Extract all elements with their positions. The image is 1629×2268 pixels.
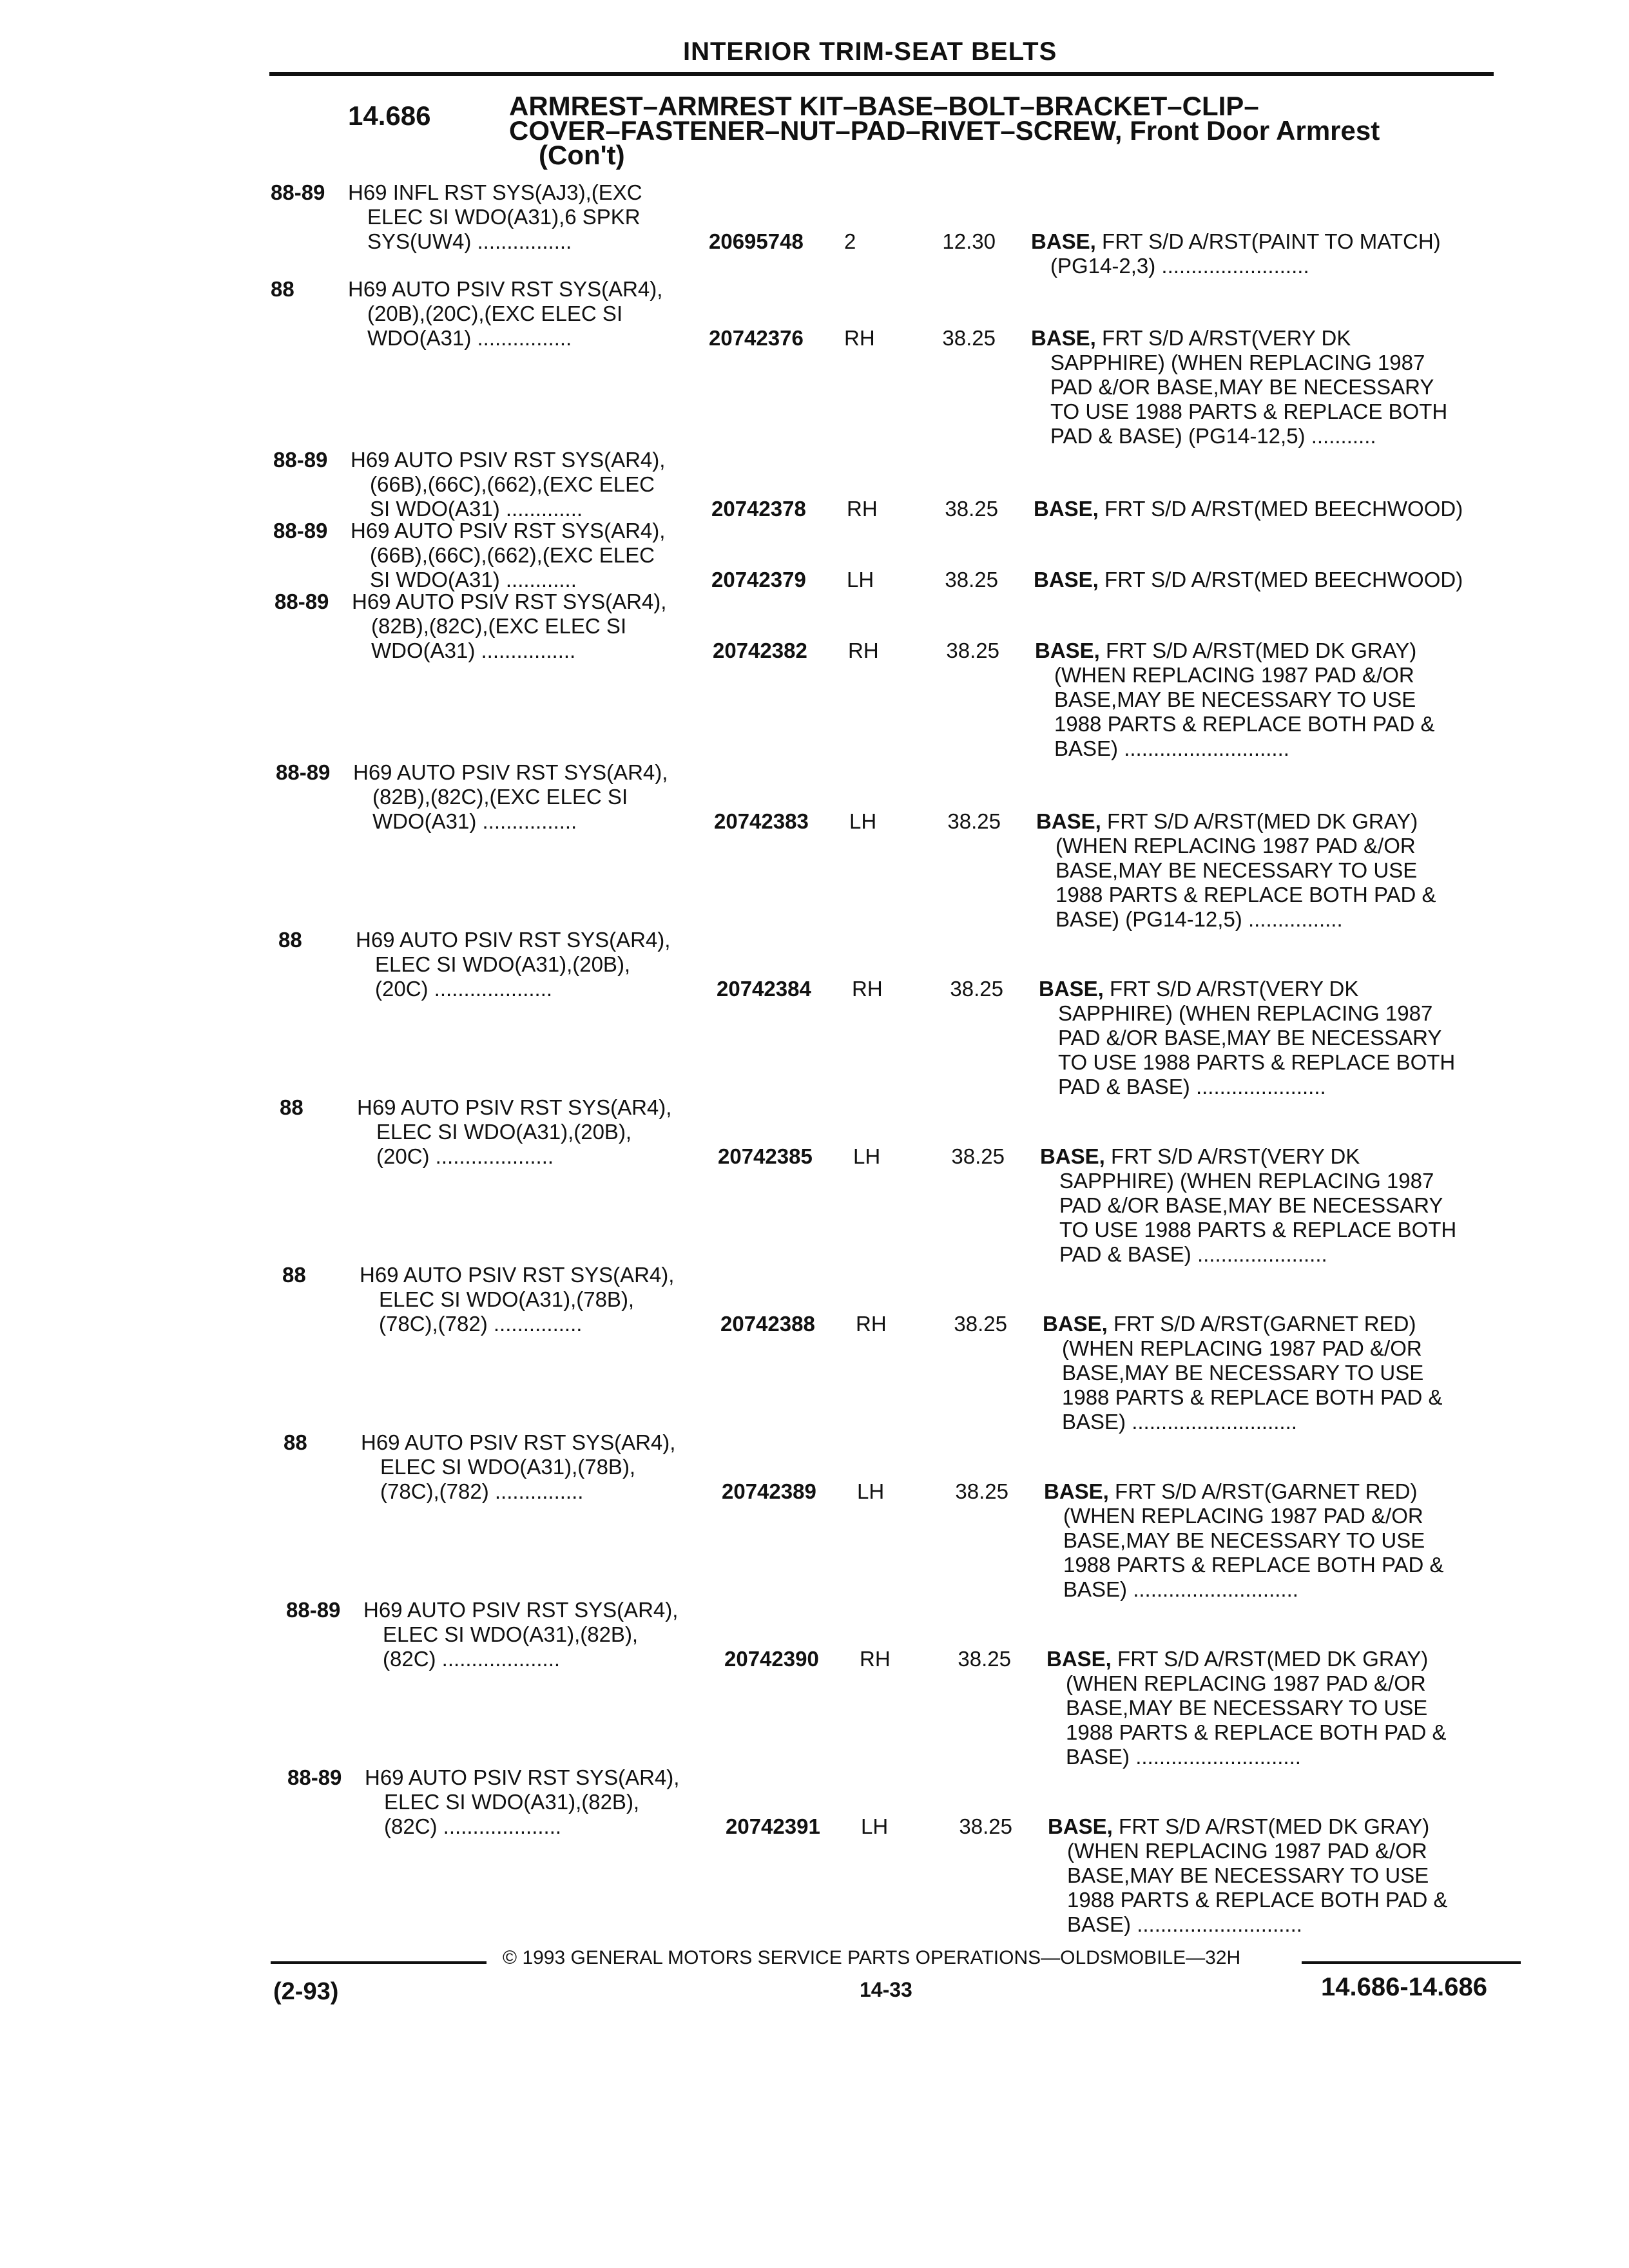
part-description-line: (WHEN REPLACING 1987 PAD &/OR	[1055, 834, 1416, 858]
part-type-label: BASE,	[1034, 568, 1099, 591]
price: 38.25	[946, 639, 999, 662]
part-description-line: 1988 PARTS & REPLACE BOTH PAD &	[1055, 883, 1436, 907]
part-description-line: 1988 PARTS & REPLACE BOTH PAD &	[1063, 1553, 1444, 1577]
part-number: 20742378	[711, 497, 806, 521]
part-description	[1036, 809, 1526, 932]
section-number: 14.686	[348, 101, 431, 131]
price: 38.25	[959, 1814, 1012, 1838]
part-number: 20742390	[724, 1647, 819, 1671]
usage-line: (82C) ....................	[383, 1647, 561, 1671]
usage-line: (82B),(82C),(EXC ELEC SI	[371, 614, 627, 638]
model-years: 88-89	[273, 448, 328, 472]
part-description-text: FRT S/D A/RST(MED BEECHWOOD)	[1104, 497, 1463, 521]
part-type-label: BASE,	[1040, 1144, 1105, 1168]
part-type-label: BASE,	[1048, 1814, 1113, 1838]
part-description-line	[1044, 1479, 1534, 1504]
usage-line: H69 AUTO PSIV RST SYS(AR4),	[353, 760, 668, 784]
model-years: 88-89	[271, 180, 325, 204]
price: 38.25	[958, 1647, 1011, 1671]
part-description	[1031, 326, 1521, 448]
quantity-or-side: LH	[849, 809, 877, 833]
part-description	[1034, 497, 1523, 521]
part-description-text: FRT S/D A/RST(MED DK GRAY)	[1117, 1647, 1429, 1671]
part-description-line: 1988 PARTS & REPLACE BOTH PAD &	[1054, 712, 1435, 736]
model-years: 88-89	[276, 760, 331, 784]
quantity-or-side: LH	[847, 568, 874, 591]
part-number: 20695748	[709, 229, 804, 253]
usage-description	[363, 1598, 679, 1671]
part-description-line: BASE,MAY BE NECESSARY TO USE	[1066, 1696, 1428, 1720]
usage-description	[361, 1430, 676, 1504]
quantity-or-side: LH	[857, 1479, 885, 1503]
part-description-line: (WHEN REPLACING 1987 PAD &/OR	[1063, 1504, 1423, 1528]
part-description-line: PAD & BASE) ......................	[1059, 1242, 1327, 1266]
usage-line: H69 AUTO PSIV RST SYS(AR4),	[357, 1095, 672, 1119]
price: 12.30	[942, 229, 996, 253]
model-years: 88-89	[287, 1765, 342, 1789]
part-description-text: FRT S/D A/RST(GARNET RED)	[1115, 1479, 1418, 1503]
part-description-line	[1039, 977, 1528, 1001]
part-description-line: BASE) ............................	[1054, 736, 1289, 760]
price: 38.25	[945, 497, 998, 521]
footer-rule-left	[271, 1961, 487, 1964]
part-description	[1034, 568, 1523, 592]
part-description-line	[1048, 1814, 1537, 1839]
part-type-label: BASE,	[1035, 639, 1100, 662]
part-description	[1035, 639, 1525, 761]
part-description-text: FRT S/D A/RST(MED DK GRAY)	[1119, 1814, 1430, 1838]
usage-line: H69 AUTO PSIV RST SYS(AR4),	[363, 1598, 679, 1622]
section-range: 14.686-14.686	[1321, 1973, 1488, 2001]
part-type-label: BASE,	[1043, 1312, 1108, 1336]
usage-line: (78C),(782) ...............	[379, 1312, 583, 1336]
price: 38.25	[955, 1479, 1008, 1503]
usage-line: ELEC SI WDO(A31),6 SPKR	[367, 205, 641, 229]
usage-description	[357, 1095, 672, 1169]
model-years: 88	[284, 1430, 307, 1454]
part-description-line: BASE,MAY BE NECESSARY TO USE	[1067, 1863, 1429, 1887]
part-description	[1044, 1479, 1534, 1602]
price: 38.25	[950, 977, 1003, 1001]
usage-line: H69 AUTO PSIV RST SYS(AR4),	[361, 1430, 676, 1454]
part-number: 20742382	[713, 639, 807, 662]
usage-line: SI WDO(A31) ............	[370, 568, 577, 591]
usage-line: H69 AUTO PSIV RST SYS(AR4),	[352, 590, 667, 613]
quantity-or-side: LH	[861, 1814, 889, 1838]
part-description-line: BASE) ............................	[1067, 1912, 1302, 1936]
part-type-label: BASE,	[1046, 1647, 1112, 1671]
model-years: 88-89	[273, 519, 328, 543]
part-description-line: SAPPHIRE) (WHEN REPLACING 1987	[1059, 1169, 1434, 1193]
part-description-line: TO USE 1988 PARTS & REPLACE BOTH	[1058, 1050, 1456, 1074]
part-description-line	[1034, 497, 1523, 521]
model-years: 88	[271, 277, 294, 301]
copyright-notice: © 1993 GENERAL MOTORS SERVICE PARTS OPERATIONS—OLDSMOBILE—32H	[503, 1947, 1241, 1968]
part-description-text: FRT S/D A/RST(PAINT TO MATCH)	[1102, 229, 1441, 253]
part-description	[1039, 977, 1528, 1099]
header-rule	[269, 72, 1494, 76]
usage-line: ELEC SI WDO(A31),(78B),	[380, 1455, 636, 1479]
part-number: 20742389	[722, 1479, 816, 1503]
part-description-text: FRT S/D A/RST(MED DK GRAY)	[1107, 809, 1418, 833]
usage-line: (66B),(66C),(662),(EXC ELEC	[370, 543, 655, 567]
page-number: 14-33	[860, 1978, 912, 2001]
model-years: 88	[282, 1263, 306, 1287]
part-description-line: SAPPHIRE) (WHEN REPLACING 1987	[1058, 1001, 1433, 1025]
section-title-line2: COVER–FASTENER–NUT–PAD–RIVET–SCREW, Front Door Armrest	[509, 115, 1380, 146]
part-number: 20742385	[718, 1144, 813, 1168]
part-description-line: TO USE 1988 PARTS & REPLACE BOTH	[1050, 399, 1448, 423]
usage-line: WDO(A31) ................	[367, 326, 572, 350]
part-description-line: PAD & BASE) (PG14-12,5) ...........	[1050, 424, 1376, 448]
quantity-or-side: 2	[844, 229, 856, 253]
part-description-line	[1031, 229, 1521, 254]
part-description-line: (WHEN REPLACING 1987 PAD &/OR	[1062, 1336, 1422, 1360]
part-description-text: FRT S/D A/RST(GARNET RED)	[1113, 1312, 1416, 1336]
quantity-or-side: RH	[847, 497, 878, 521]
usage-description	[353, 760, 668, 834]
part-description-text: FRT S/D A/RST(VERY DK	[1102, 326, 1351, 350]
usage-line: ELEC SI WDO(A31),(82B),	[384, 1790, 640, 1814]
footer-rule-right	[1302, 1961, 1521, 1964]
quantity-or-side: RH	[856, 1312, 887, 1336]
quantity-or-side: RH	[844, 326, 875, 350]
part-number: 20742391	[726, 1814, 820, 1838]
part-description-line: BASE,MAY BE NECESSARY TO USE	[1062, 1361, 1424, 1385]
usage-line: (20B),(20C),(EXC ELEC SI	[367, 302, 623, 325]
part-description-line	[1046, 1647, 1536, 1671]
part-description-line: (WHEN REPLACING 1987 PAD &/OR	[1054, 663, 1414, 687]
model-years: 88-89	[275, 590, 329, 613]
usage-description	[351, 448, 666, 521]
part-number: 20742388	[720, 1312, 815, 1336]
part-description-text: FRT S/D A/RST(VERY DK	[1110, 977, 1359, 1001]
usage-line: SYS(UW4) ................	[367, 229, 572, 253]
part-description-line	[1043, 1312, 1532, 1336]
part-description-line: PAD &/OR BASE,MAY BE NECESSARY	[1050, 375, 1434, 399]
part-description-line: (PG14-2,3) .........................	[1050, 254, 1309, 278]
part-description-line: BASE,MAY BE NECESSARY TO USE	[1063, 1528, 1425, 1552]
usage-line: H69 AUTO PSIV RST SYS(AR4),	[351, 448, 666, 472]
part-number: 20742379	[711, 568, 806, 591]
part-type-label: BASE,	[1036, 809, 1101, 833]
price: 38.25	[942, 326, 996, 350]
part-description-text: FRT S/D A/RST(MED DK GRAY)	[1106, 639, 1417, 662]
part-description-line: TO USE 1988 PARTS & REPLACE BOTH	[1059, 1218, 1457, 1242]
part-description-line: 1988 PARTS & REPLACE BOTH PAD &	[1066, 1720, 1447, 1744]
usage-description	[365, 1765, 680, 1839]
usage-line: H69 INFL RST SYS(AJ3),(EXC	[348, 180, 642, 204]
part-description-line	[1035, 639, 1525, 663]
model-years: 88-89	[286, 1598, 341, 1622]
page-header-title: INTERIOR TRIM-SEAT BELTS	[683, 37, 1057, 66]
model-years: 88	[278, 928, 302, 952]
part-description-line	[1036, 809, 1526, 834]
quantity-or-side: RH	[848, 639, 879, 662]
quantity-or-side: RH	[852, 977, 883, 1001]
section-title-line1: ARMREST–ARMREST KIT–BASE–BOLT–BRACKET–CLIP–	[509, 91, 1259, 121]
part-description	[1031, 229, 1521, 278]
quantity-or-side: RH	[860, 1647, 891, 1671]
usage-line: ELEC SI WDO(A31),(20B),	[375, 952, 631, 976]
part-description-text: FRT S/D A/RST(MED BEECHWOOD)	[1104, 568, 1463, 591]
part-number: 20742376	[709, 326, 804, 350]
part-type-label: BASE,	[1031, 229, 1096, 253]
part-description	[1040, 1144, 1530, 1267]
usage-description	[351, 519, 666, 592]
usage-line: H69 AUTO PSIV RST SYS(AR4),	[348, 277, 663, 301]
usage-line: ELEC SI WDO(A31),(78B),	[379, 1287, 635, 1311]
quantity-or-side: LH	[853, 1144, 881, 1168]
usage-line: ELEC SI WDO(A31),(82B),	[383, 1622, 639, 1646]
part-description	[1048, 1814, 1537, 1937]
part-description-line: SAPPHIRE) (WHEN REPLACING 1987	[1050, 351, 1425, 374]
price: 38.25	[954, 1312, 1007, 1336]
usage-line: (82B),(82C),(EXC ELEC SI	[372, 785, 628, 809]
part-type-label: BASE,	[1031, 326, 1096, 350]
part-number: 20742384	[717, 977, 811, 1001]
usage-line: ELEC SI WDO(A31),(20B),	[376, 1120, 632, 1144]
price: 38.25	[951, 1144, 1005, 1168]
part-description-line: 1988 PARTS & REPLACE BOTH PAD &	[1062, 1385, 1443, 1409]
part-description-line: BASE) ............................	[1062, 1410, 1297, 1434]
usage-line: H69 AUTO PSIV RST SYS(AR4),	[365, 1765, 680, 1789]
part-number: 20742383	[714, 809, 809, 833]
usage-line: (20C) ....................	[376, 1144, 554, 1168]
usage-description	[348, 180, 642, 254]
part-description-line: PAD &/OR BASE,MAY BE NECESSARY	[1059, 1193, 1443, 1217]
part-description-line: (WHEN REPLACING 1987 PAD &/OR	[1067, 1839, 1427, 1863]
usage-description	[348, 277, 663, 351]
usage-line: (66B),(66C),(662),(EXC ELEC	[370, 472, 655, 496]
section-title	[509, 91, 1463, 170]
part-description-text: FRT S/D A/RST(VERY DK	[1111, 1144, 1360, 1168]
part-description-line: 1988 PARTS & REPLACE BOTH PAD &	[1067, 1888, 1448, 1912]
part-description-line	[1034, 568, 1523, 592]
usage-line: H69 AUTO PSIV RST SYS(AR4),	[356, 928, 671, 952]
price: 38.25	[947, 809, 1001, 833]
usage-line: WDO(A31) ................	[372, 809, 577, 833]
part-description	[1046, 1647, 1536, 1769]
usage-line: (78C),(782) ...............	[380, 1479, 584, 1503]
usage-description	[356, 928, 671, 1001]
part-type-label: BASE,	[1034, 497, 1099, 521]
usage-line: H69 AUTO PSIV RST SYS(AR4),	[351, 519, 666, 543]
part-description-line: (WHEN REPLACING 1987 PAD &/OR	[1066, 1671, 1426, 1695]
part-description-line: BASE,MAY BE NECESSARY TO USE	[1055, 858, 1418, 882]
part-description	[1043, 1312, 1532, 1434]
usage-line: H69 AUTO PSIV RST SYS(AR4),	[360, 1263, 675, 1287]
part-description-line: BASE) ............................	[1066, 1745, 1301, 1769]
part-description-line: BASE) (PG14-12,5) ................	[1055, 907, 1343, 931]
part-description-line: PAD &/OR BASE,MAY BE NECESSARY	[1058, 1026, 1442, 1050]
usage-line: WDO(A31) ................	[371, 639, 576, 662]
usage-description	[360, 1263, 675, 1336]
usage-line: (82C) ....................	[384, 1814, 562, 1838]
part-type-label: BASE,	[1044, 1479, 1109, 1503]
usage-line: (20C) ....................	[375, 977, 553, 1001]
usage-line: SI WDO(A31) .............	[370, 497, 583, 521]
model-years: 88	[280, 1095, 304, 1119]
price: 38.25	[945, 568, 998, 591]
revision-date: (2-93)	[273, 1978, 339, 2005]
usage-description	[352, 590, 667, 663]
section-title-line3: (Con't)	[539, 140, 625, 170]
part-description-line: BASE) ............................	[1063, 1577, 1298, 1601]
part-description-line	[1040, 1144, 1530, 1169]
part-description-line	[1031, 326, 1521, 351]
part-description-line: BASE,MAY BE NECESSARY TO USE	[1054, 687, 1416, 711]
part-description-line: PAD & BASE) ......................	[1058, 1075, 1326, 1099]
part-type-label: BASE,	[1039, 977, 1104, 1001]
